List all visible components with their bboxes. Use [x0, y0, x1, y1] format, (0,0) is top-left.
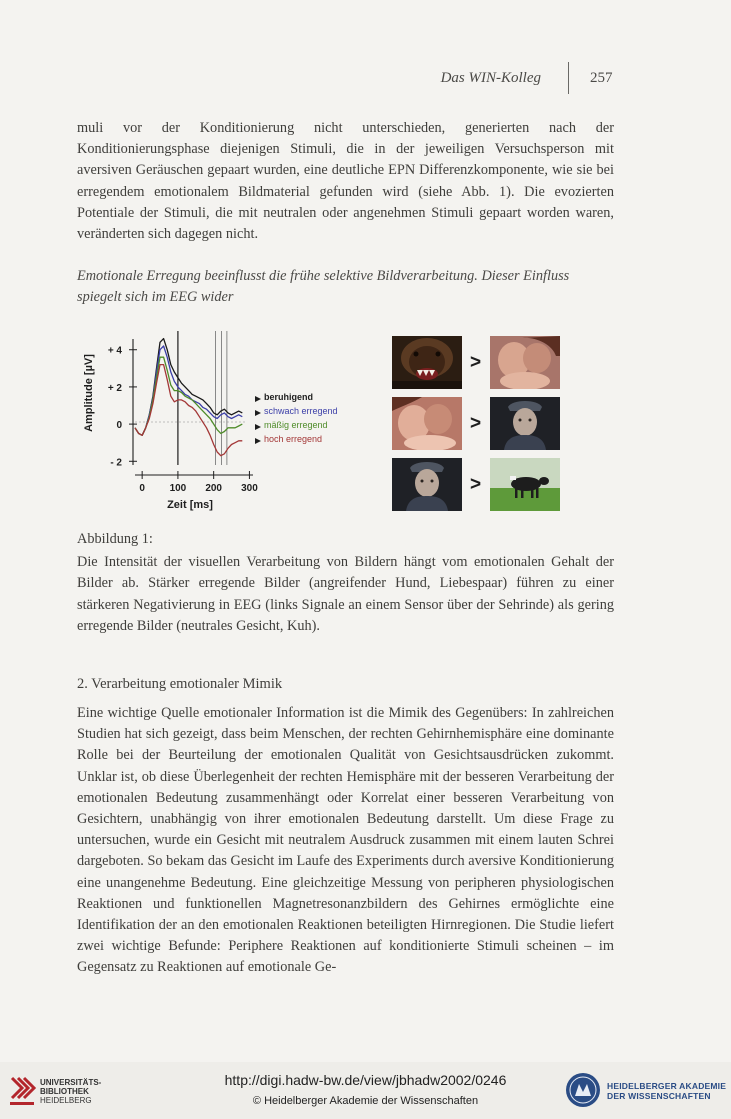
legend [255, 392, 338, 444]
section-body [77, 703, 614, 979]
figure-caption-text: Die Intensität der visuellen Verarbeitung von Bildern hängt vom emotionalen Gehalt der Bilder ab. Stärker erregende Bilder (angreifender Hund, Liebespaar) führen zu einer stärkeren Negativierung in EEG (links Signale an einem Sensor über der Sehrinde) als gering erregende Bilder (neutrales Gesicht, Kuh). [77, 554, 614, 634]
photo-face-1 [490, 397, 560, 450]
greater-than-2: > [470, 413, 482, 434]
academy-name-line2: DER WISSENSCHAFTEN [607, 1091, 711, 1101]
legend-arrow-icon [255, 410, 261, 416]
running-head-title: Das WIN-Kolleg [440, 70, 541, 86]
x-axis-title: Zeit [ms] [167, 499, 213, 511]
y-tick-label: + 2 [107, 382, 122, 394]
figure-caption [77, 529, 614, 637]
page-number: 257 [590, 70, 613, 86]
photo-couple-1 [490, 336, 560, 389]
legend-label: beruhigend [264, 392, 313, 402]
intro-paragraph-text: muli vor der Konditionierung nicht unterschieden, generierten nach der Konditionierungsphase diejenigen Stimuli, die in der jeweiligen Versuchsperson mit aversiven Geräuschen gepaart wurden, eine deutliche EPN Differenzkomponente, wie sie bei erregendem emotionalem Bildmaterial gefunden wird (siehe Abb. 1). Die evozierten Potentiale der Stimuli, die mit neutralen oder angenehmen Stimuli gepaart worden waren, veränderten sich dagegen nicht. [77, 120, 614, 243]
running-head-divider [568, 62, 569, 94]
academy-name-line1: HEIDELBERGER AKADEMIE [607, 1081, 727, 1091]
y-tick-label: 0 [116, 420, 122, 432]
footer-url-link[interactable]: http://digi.hadw-bw.de/view/jbhadw2002/0246 [224, 1072, 507, 1088]
y-tick-label: - 2 [110, 457, 122, 469]
y-tick-label: + 4 [107, 345, 122, 357]
academy-seal-icon [565, 1072, 601, 1108]
legend-arrow-icon [255, 438, 261, 444]
legend-arrow-icon [255, 396, 261, 402]
footer [0, 1062, 731, 1119]
intro-paragraph [77, 118, 614, 245]
legend-label: mäßig erregend [264, 420, 328, 430]
x-tick-label: 300 [241, 483, 258, 494]
legend-label: schwach erregend [264, 406, 338, 416]
photo-face-2 [392, 458, 462, 511]
running-head [0, 70, 731, 92]
greater-than-3: > [470, 474, 482, 495]
legend-arrow-icon [255, 424, 261, 430]
photo-couple-2 [392, 397, 462, 450]
footer-copyright: © Heidelberger Akademie der Wissenschaften [252, 1095, 479, 1107]
x-tick-label: 0 [139, 483, 145, 494]
figure-label: Abbildung 1: [77, 531, 153, 547]
section-paragraph-text: Eine wichtige Quelle emotionaler Information ist die Mimik des Gegenübers: In zahlreichen Studien hat sich gezeigt, dass beim Menschen, der rechten Gehirnhemisphäre eine dominante Rolle bei der Beurteilung der emotionalen Qualität von Gesichtsausdrücken zukommt. Unklar ist, ob diese Überlegenheit der rechten Hemisphäre mit der besseren Verarbeitung der emotionalen Bedeutung zusammenhängt oder Korrelat einer besseren Verarbeitung von Gesichtern, unabhängig von ihrer emotionalen Bedeutung darstellt. Um diese Frage zu untersuchen, wurde ein Gesicht mit neutralem Ausdruck zusammen mit einem lauten Schrei dargeboten. So bekam das Gesicht im Laufe des Experiments durch aversive Konditionierung eine unangenehme Bedeutung. Eine gleichzeitige Messung von peripheren physiologischen Reaktionen und funktionellen Magnetresonanzbildern des Gehirnes ermöglichte eine Identifikation der an den emotionalen Reaktionen beteiligten Hirnregionen. Die Studie liefert zwei wichtige Befunde: Periphere Reaktionen auf konditionierte Stimuli scheinen – im Gegensatz zu Reaktionen auf emotionale Ge- [77, 705, 614, 976]
vertical-marker-group [178, 331, 227, 465]
photo-cow [490, 458, 560, 511]
legend-label: hoch erregend [264, 434, 323, 444]
photo-dog [392, 336, 462, 389]
series-line [135, 339, 242, 436]
library-city: HEIDELBERG [40, 1096, 92, 1105]
academy-name [607, 1081, 726, 1101]
section-heading: 2. Verarbeitung emotionaler Mimik [77, 676, 283, 692]
eeg-chart [77, 325, 367, 515]
greater-than-1: > [470, 352, 482, 373]
x-tick-label: 100 [169, 483, 187, 494]
y-axis-title: Amplitude [µV] [83, 354, 95, 432]
x-tick-label: 200 [205, 483, 223, 494]
figure-heading [77, 266, 614, 308]
series-group [135, 339, 242, 456]
figure-heading-text: Emotionale Erregung beeinflusst die frühe selektive Bildverarbeitung. Dieser Einfluss spiegelt sich im EEG wider [77, 268, 570, 306]
library-name-line1: UNIVERSITÄTS- [40, 1078, 102, 1087]
library-name-line2: BIBLIOTHEK [40, 1087, 89, 1096]
